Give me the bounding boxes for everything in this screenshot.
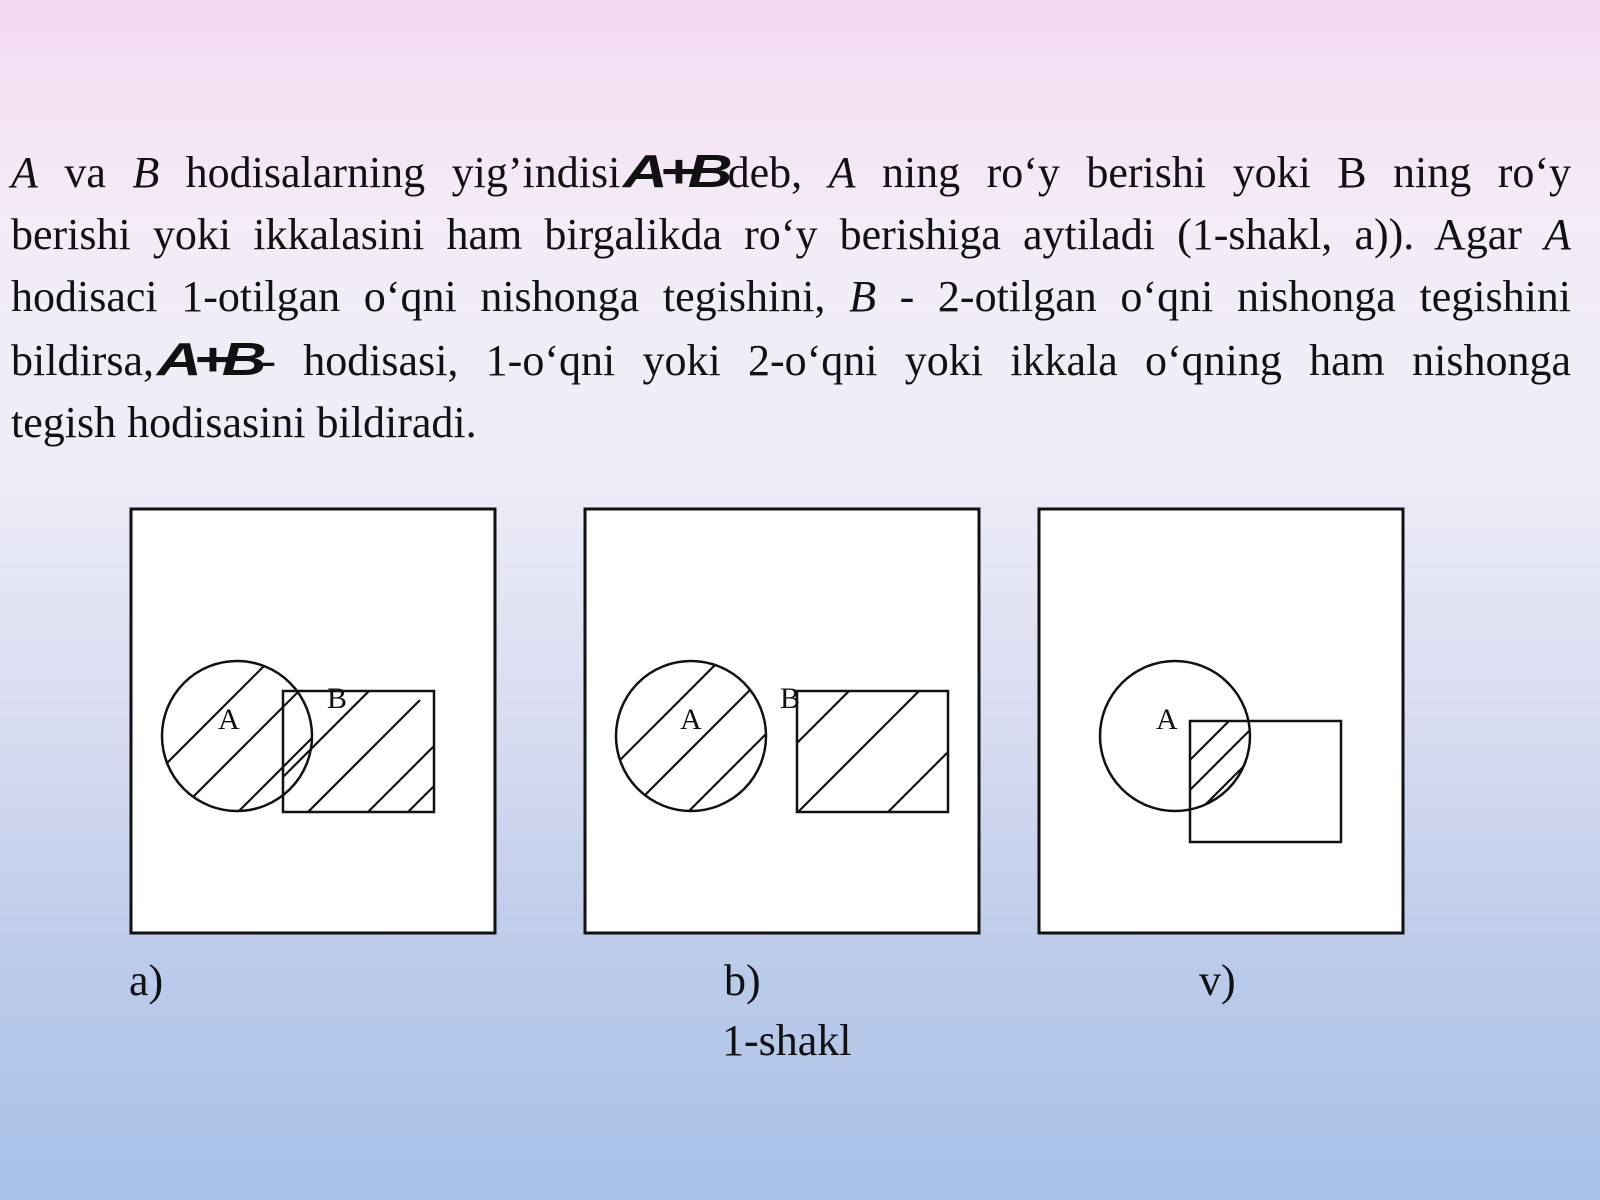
paragraph-text: ning ro‘y berishi yoki B ning ro‘y <box>881 148 1572 197</box>
sum-formula: A+B <box>623 145 725 197</box>
figure-b-label-a: A <box>680 703 702 736</box>
figure-b-label-b: B <box>780 682 801 715</box>
event-b-symbol: B <box>132 148 160 197</box>
figure-v-intersection <box>1039 509 1403 933</box>
paragraph-text: va <box>64 148 106 197</box>
figure-a-union <box>131 509 495 933</box>
figure-a-label-b: B <box>327 682 348 715</box>
paragraph-text: deb, <box>727 148 803 197</box>
figure-v-caption: v) <box>1199 956 1236 1005</box>
paragraph-text: bildirsa, <box>11 336 154 385</box>
figure-b-caption: b) <box>724 956 761 1005</box>
event-b-symbol: B <box>849 272 876 321</box>
figure-b-sample-space <box>585 509 979 933</box>
event-a-symbol: A <box>11 148 38 197</box>
paragraph-text: tegish hodisasini bildiradi. <box>11 398 477 447</box>
paragraph-text: hodisaci 1-otilgan o‘qni nishonga tegishini, <box>11 272 826 321</box>
figure-a-caption: a) <box>129 956 164 1005</box>
event-a-symbol: A <box>828 148 856 197</box>
paragraph-text: hodisalarning yig’indisi <box>185 148 621 197</box>
paragraph-text: - 2-otilgan o‘qni nishonga tegishini <box>899 272 1572 321</box>
figure-a-label-a: A <box>218 703 240 736</box>
paragraph-text: berishi yoki ikkalasini ham birgalikda ro‘y berishiga aytiladi (1-shakl, a)). Agar <box>11 210 1522 259</box>
figure-a-sample-space <box>131 509 495 933</box>
figure-caption: 1-shakl <box>722 1016 852 1065</box>
figure-v-label-a: A <box>1156 703 1178 736</box>
figure-b-disjoint <box>585 509 980 933</box>
event-a-symbol: A <box>1544 210 1572 259</box>
paragraph-text: - hodisasi, 1-o‘qni yoki 2-o‘qni yoki ikkala o‘qning ham nishonga <box>261 336 1571 385</box>
sum-formula: A+B <box>156 333 259 385</box>
